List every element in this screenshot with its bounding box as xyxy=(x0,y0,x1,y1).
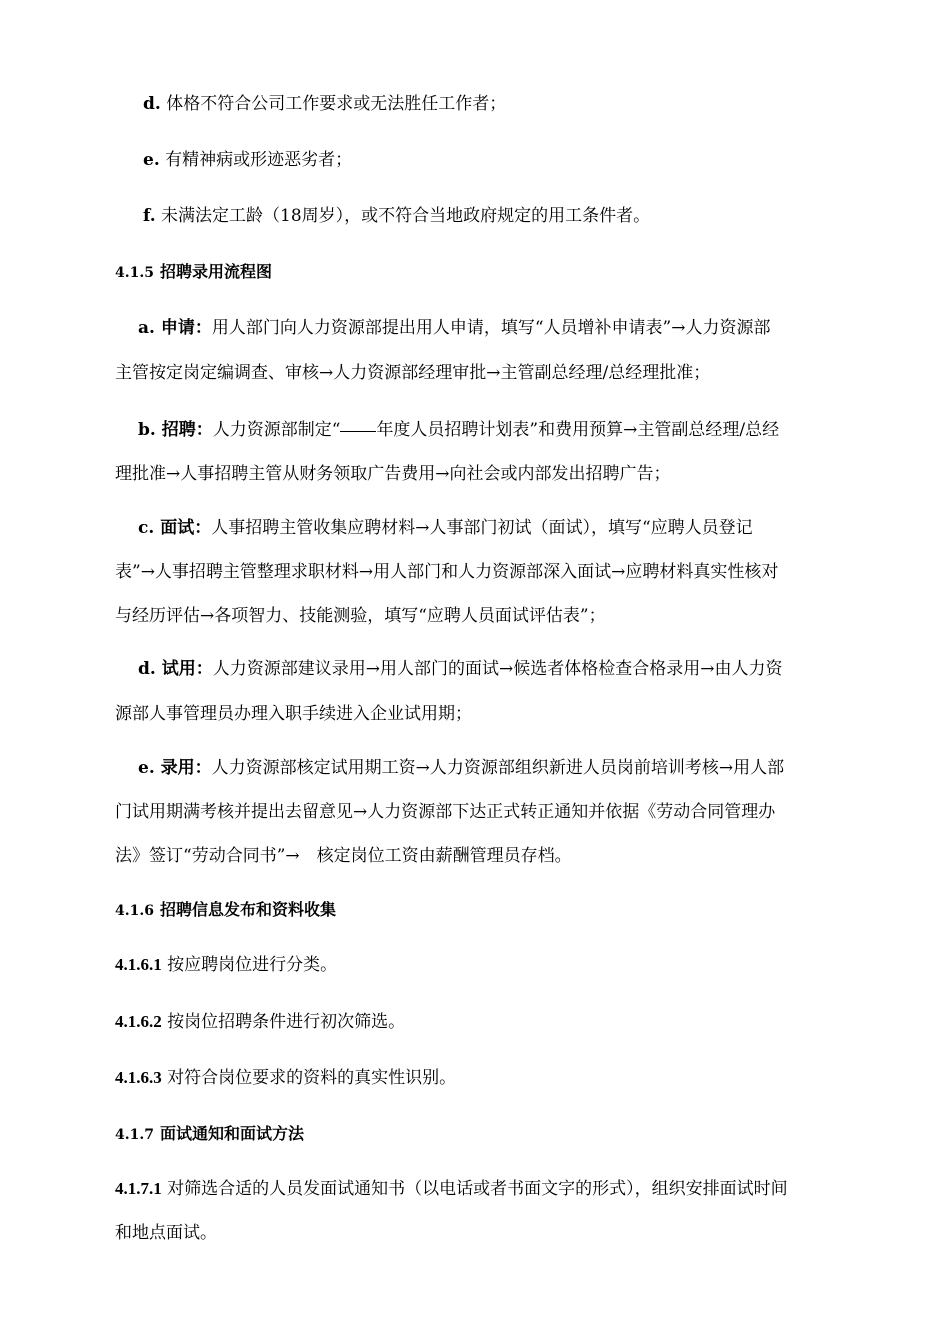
subsection-number: 4.1.6.1 xyxy=(115,955,162,974)
subsection-text: 对筛选合适的人员发面试通知书（以电话或者书面文字的形式），组织安排面试时间 xyxy=(167,1179,788,1199)
process-item-c-cont xyxy=(115,604,606,628)
process-item-d-cont xyxy=(115,702,472,726)
subsection-4-1-7-1 xyxy=(115,1177,788,1201)
section-number: 4.1.7 xyxy=(115,1127,154,1143)
process-item-d xyxy=(138,657,782,681)
section-heading-4-1-5 xyxy=(115,260,272,285)
process-item-label: c. 面试： xyxy=(138,518,212,538)
subsection-4-1-7-1-cont xyxy=(115,1221,217,1245)
process-item-text: 年度人员招聘计划表”和费用预算→主管副总经理/总经 xyxy=(376,420,780,440)
process-item-text: 人力资源部核定试用期工资→人力资源部组织新进人员岗前培训考核→用人部 xyxy=(211,758,785,778)
section-heading-4-1-7 xyxy=(115,1122,304,1147)
process-item-text: 用人部门向人力资源部提出用人申请，填写“人员增补申请表”→人力资源部 xyxy=(211,318,771,338)
process-item-e xyxy=(138,756,784,780)
condition-d-label: d. xyxy=(143,94,161,114)
process-item-text: 理批准→人事招聘主管从财务领取广告费用→向社会或内部发出招聘广告； xyxy=(115,464,671,484)
condition-e-text: 有精神病或形迹恶劣者； xyxy=(165,150,353,170)
subsection-text: 和地点面试。 xyxy=(115,1223,217,1243)
subsection-number: 4.1.6.3 xyxy=(115,1068,162,1087)
subsection-text: 对符合岗位要求的资料的真实性识别。 xyxy=(167,1068,457,1088)
section-title: 面试通知和面试方法 xyxy=(159,1124,304,1143)
process-item-label: b. 招聘： xyxy=(138,420,213,440)
process-item-c xyxy=(138,516,753,540)
section-title: 招聘录用流程图 xyxy=(159,262,272,281)
subsection-4-1-6-2 xyxy=(115,1010,405,1034)
condition-e xyxy=(143,148,352,172)
process-item-a-cont xyxy=(115,361,710,385)
year-blank-field xyxy=(340,430,376,432)
condition-f-label: f. xyxy=(143,206,156,226)
process-item-text: 与经历评估→各项智力、技能测验，填写“应聘人员面试评估表”； xyxy=(115,606,606,626)
process-item-text: 法》签订“劳动合同书”→ 核定岗位工资由薪酬管理员存档。 xyxy=(115,846,572,866)
section-title: 招聘信息发布和资料收集 xyxy=(159,900,336,919)
process-item-e-cont xyxy=(115,800,775,824)
subsection-4-1-6-3 xyxy=(115,1066,456,1090)
process-item-text: 人力资源部制定“ xyxy=(212,420,341,440)
condition-d-text: 体格不符合公司工作要求或无法胜任工作者； xyxy=(166,94,507,114)
process-item-label: e. 录用： xyxy=(138,758,212,778)
condition-f-text: 未满法定工龄（18周岁），或不符合当地政府规定的用工条件者。 xyxy=(161,206,651,226)
process-item-text: 表”→人事招聘主管整理求职材料→用人部门和人力资源部深入面试→应聘材料真实性核对 xyxy=(115,562,779,582)
condition-f xyxy=(143,204,650,228)
subsection-4-1-6-1 xyxy=(115,953,337,977)
condition-d xyxy=(143,92,506,116)
section-heading-4-1-6 xyxy=(115,898,336,923)
process-item-c-cont xyxy=(115,560,778,584)
process-item-b-cont xyxy=(115,462,671,486)
section-number: 4.1.6 xyxy=(115,903,154,919)
process-item-text: 人事招聘主管收集应聘材料→人事部门初试（面试），填写“应聘人员登记 xyxy=(211,518,753,538)
process-item-b xyxy=(138,418,779,442)
process-item-a xyxy=(138,316,770,340)
section-number: 4.1.5 xyxy=(115,265,154,281)
condition-e-label: e. xyxy=(143,150,160,170)
process-item-text: 人力资源部建议录用→用人部门的面试→候选者体格检查合格录用→由人力资 xyxy=(212,659,783,679)
process-item-label: a. 申请： xyxy=(138,318,212,338)
process-item-text: 门试用期满考核并提出去留意见→人力资源部下达正式转正通知并依据《劳动合同管理办 xyxy=(115,802,776,822)
subsection-number: 4.1.6.2 xyxy=(115,1012,162,1031)
subsection-number: 4.1.7.1 xyxy=(115,1179,162,1198)
process-item-text: 源部人事管理员办理入职手续进入企业试用期； xyxy=(115,704,472,724)
subsection-text: 按应聘岗位进行分类。 xyxy=(167,955,338,975)
subsection-text: 按岗位招聘条件进行初次筛选。 xyxy=(167,1012,406,1032)
process-item-text: 主管按定岗定编调查、审核→人力资源部经理审批→主管副总经理/总经理批准； xyxy=(115,363,711,383)
process-item-e-cont xyxy=(115,844,572,868)
process-item-label: d. 试用： xyxy=(138,659,213,679)
